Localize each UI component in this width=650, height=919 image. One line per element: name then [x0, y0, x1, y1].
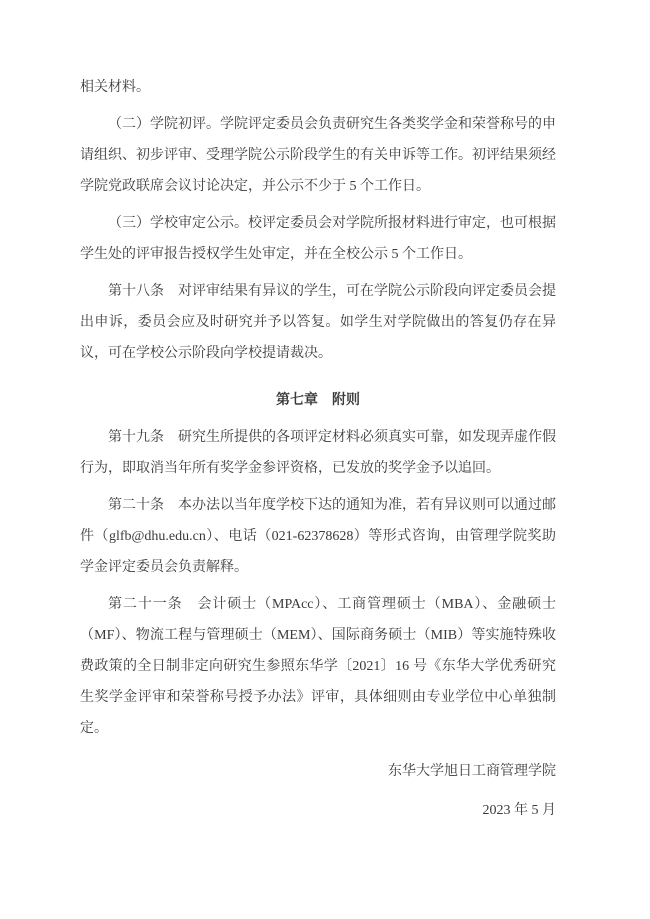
paragraph: （三）学校审定公示。校评定委员会对学院所报材料进行审定，也可根据学生处的评审报告授权学生处审定，并在全校公示 5 个工作日。 — [80, 216, 556, 262]
signature-line: 东华大学旭日工商管理学院 — [388, 764, 556, 779]
document-body — [80, 72, 556, 744]
paragraph: 相关材料。 — [80, 80, 150, 95]
paragraph: 第十九条 研究生所提供的各项评定材料必须真实可靠，如发现弄虚作假行为，即取消当年所有奖学金参评资格，已发放的奖学金予以追回。 — [80, 430, 556, 476]
paragraph: （二）学院初评。学院评定委员会负责研究生各类奖学金和荣誉称号的申请组织、初步评审、受理学院公示阶段学生的有关申诉等工作。初评结果须经学院党政联席会议讨论决定，并公示不少于 5 个工作日。 — [80, 117, 556, 194]
paragraph: 第二十一条 会计硕士（MPAcc）、工商管理硕士（MBA）、金融硕士（MF）、物流工程与管理硕士（MEM）、国际商务硕士（MIB）等实施特殊收费政策的全日制非定向研究生参照东华学〔2021〕16 号《东华大学优秀研究生奖学金评审和荣誉称号授予办法》评审，具体细则由专业学位中心单独制定。 — [80, 597, 556, 736]
chapter-heading: 第七章 附则 — [276, 393, 360, 408]
paragraph: 第十八条 对评审结果有异议的学生，可在学院公示阶段向评定委员会提出申诉，委员会应及时研究并予以答复。如学生对学院做出的答复仍存在异议，可在学校公示阶段向学校提请裁决。 — [80, 284, 556, 361]
paragraph: 第二十条 本办法以当年度学校下达的通知为准，若有异议则可以通过邮件（glfb@dhu.edu.cn）、电话（021-62378628）等形式咨询，由管理学院奖助学金评定委员会负责解释。 — [80, 498, 556, 575]
date-line: 2023 年 5 月 — [482, 803, 556, 818]
